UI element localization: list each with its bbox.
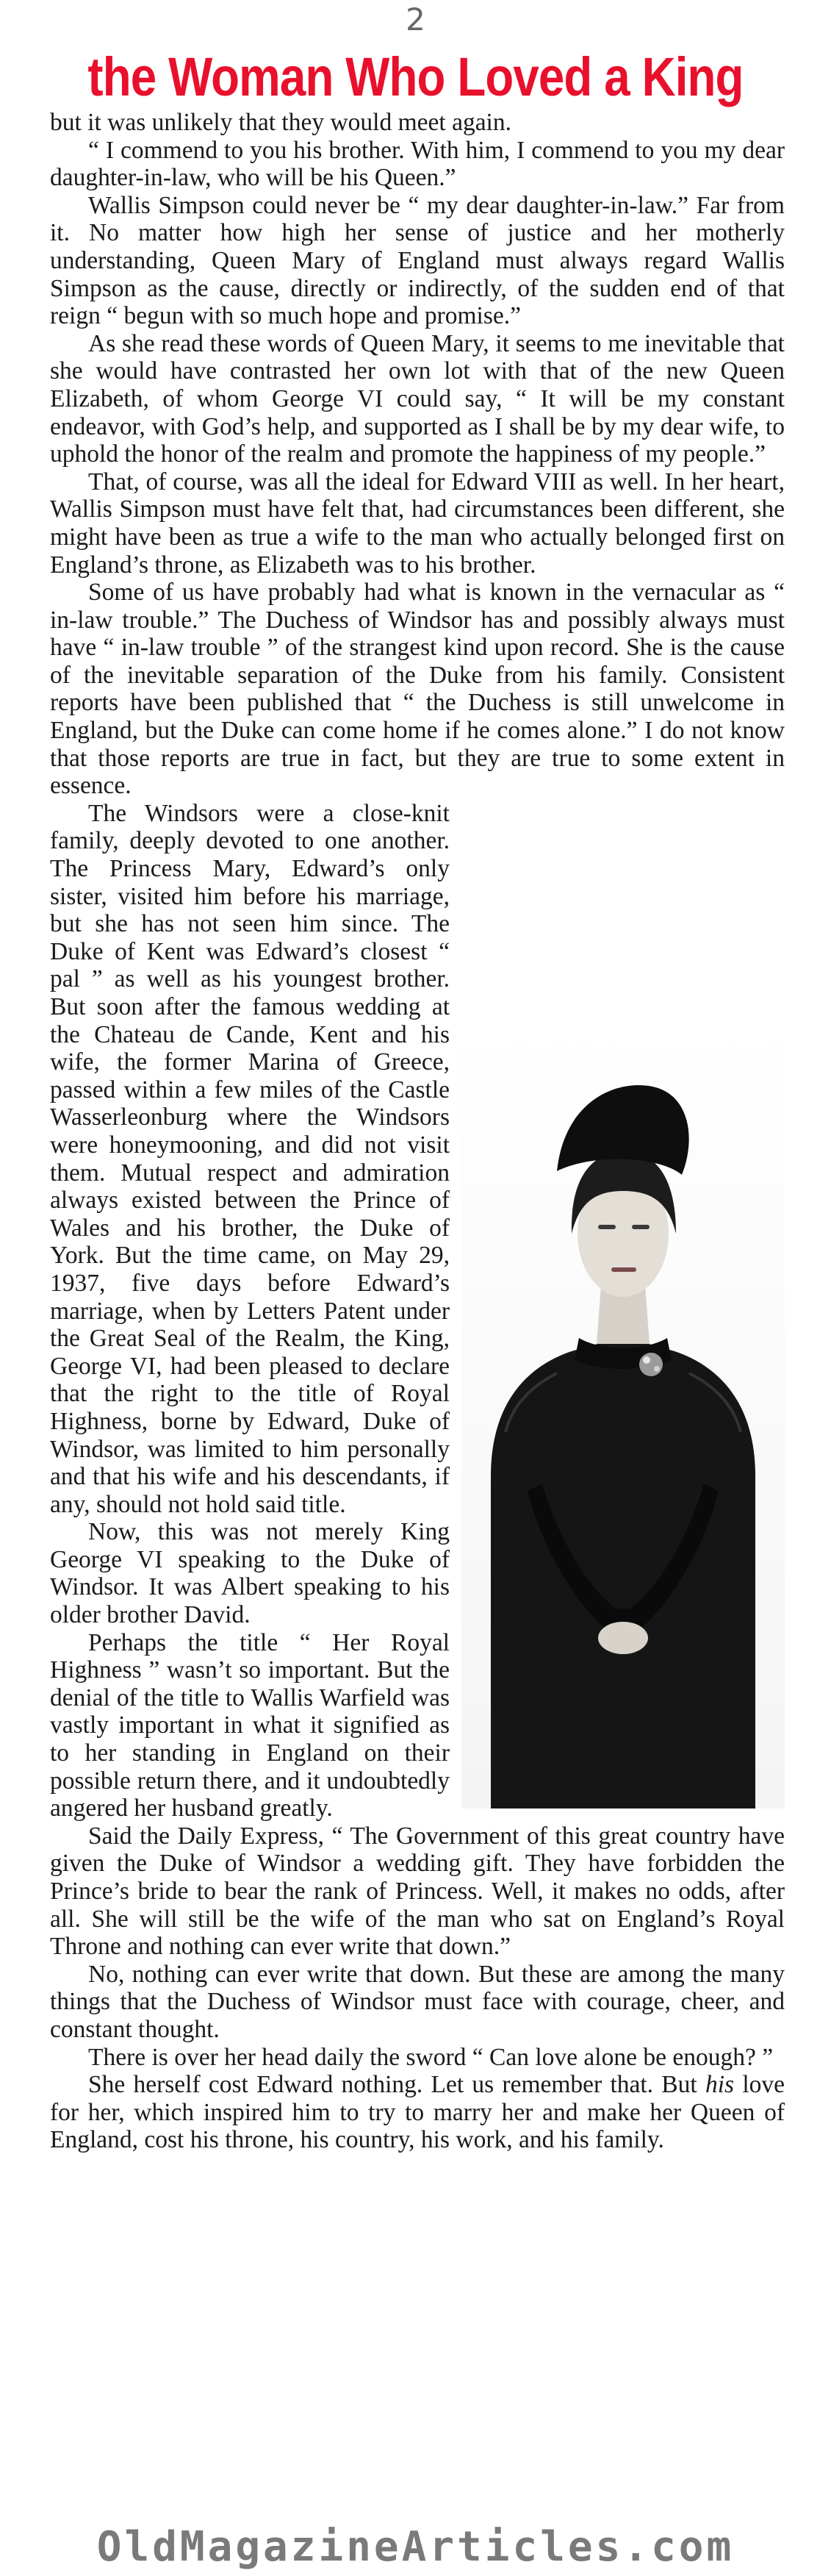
paragraph: Said the Daily Express, “ The Government of this great country have given the Duke of Windsor a wedding gift. They have forbidden the Prince’s bride to bear the rank of Princess. Well, it makes no odds, after all. She will still be the wife of the man who sat on England’s Royal Throne and nothing can ever write that down.” <box>50 1822 785 1961</box>
paragraph: Wallis Simpson could never be “ my dear daughter-in-law.” Far from it. No matter how high her sense of justice and her motherly understanding, Queen Mary of England must always regard Wallis Simpson as the cause, directly or indirectly, of the sudden end of that reign “ begun with so much hope and promise.” <box>50 191 785 330</box>
duchess-portrait-photo <box>461 1020 785 1808</box>
wrapped-text-block <box>50 800 785 1518</box>
paragraph: As she read these words of Queen Mary, it seems to me inevitable that she would have contrasted her own lot with that of the new Queen Elizabeth, of whom George VI could say, “ It will be my constant endeavor, with God’s help, and supported as I shall be by my dear wife, to uphold the honor of the realm and promote the happiness of my people.” <box>50 329 785 468</box>
paragraph <box>50 2071 785 2154</box>
final-text-start: She herself cost Edward nothing. Let us remember that. But <box>88 2071 705 2099</box>
article-body <box>50 109 785 2154</box>
paragraph: No, nothing can ever write that down. But these are among the many things that the Duchess of Windsor must face with courage, cheer, and constant thought. <box>50 1960 785 2043</box>
final-text-end: love for her, which inspired him to try to marry her and make her Queen of England, cost his throne, his country, his work, and his family. <box>50 2071 785 2154</box>
paragraph: There is over her head daily the sword “ Can love alone be enough? ” <box>88 2043 774 2071</box>
paragraph: Now, this was not merely King George VI speaking to the Duke of Windsor. It was Albert speaking to his older brother David. <box>50 1518 450 1629</box>
portrait-image <box>461 1020 785 1808</box>
page-number: 2 <box>406 1 425 37</box>
paragraph: That, of course, was all the ideal for Edward VIII as well. In her heart, Wallis Simpson must have felt that, had circumstances been different, she might have been as true a wife to the man who actually belonged first on England’s throne, as Elizabeth was to his brother. <box>50 468 785 579</box>
paragraph: Some of us have probably had what is known in the vernacular as “ in-law trouble.” The Duchess of Windsor has and possibly always must have “ in-law trouble ” of the strangest kind upon record. She is the cause of the inevitable separation of the Duke from his family. Consistent reports have been published that “ the Duchess is still unwelcome in England, but the Duke can come home if he comes alone.” I do not know that those reports are true in fact, but they are true to some extent in essence. <box>50 579 785 800</box>
paragraph: Perhaps the title “ Her Royal Highness ” wasn’t so important. But the denial of the title to Wallis Warfield was vastly important in what it signified as to her standing in England on their possible return there, and it undoubtedly angered her husband greatly. <box>50 1628 450 1822</box>
paragraph: “ I commend to you his brother. With him, I commend to you my dear daughter-in-law, who will be his Queen.” <box>50 136 785 192</box>
article-headline: the Woman Who Loved a King <box>87 46 744 107</box>
paragraph: The Windsors were a close-knit family, deeply devoted to one another. The Princess Mary, Edward’s only sister, visited him before his marriage, but she has not seen him since. The Duke of Kent was Edward’s closest “ pal ” as well as his youngest brother. But soon after the famous wedding at the Chateau de Cande, Kent and his wife, the former Marina of Greece, passed within a few miles of the Castle Wasserleonburg where the Windsors were honeymooning, and did not visit them. Mutual respect and admiration always existed between the Prince of Wales and his brother, the Duke of York. But the time came, on May 29, 1937, five days before Edward’s marriage, when by Letters Patent under the Great Seal of the Realm, the King, George VI, had been pleased to declare that the right to the title of Royal Highness, borne by Edward, Duke of Windsor, was limited to him personally and that his wife and his descendants, if any, should not hold said title. <box>50 799 450 1518</box>
site-watermark: OldMagazineArticles.com <box>96 2523 735 2571</box>
emphasis-his: his <box>705 2071 735 2099</box>
paragraph: but it was unlikely that they would meet again. <box>50 109 511 136</box>
